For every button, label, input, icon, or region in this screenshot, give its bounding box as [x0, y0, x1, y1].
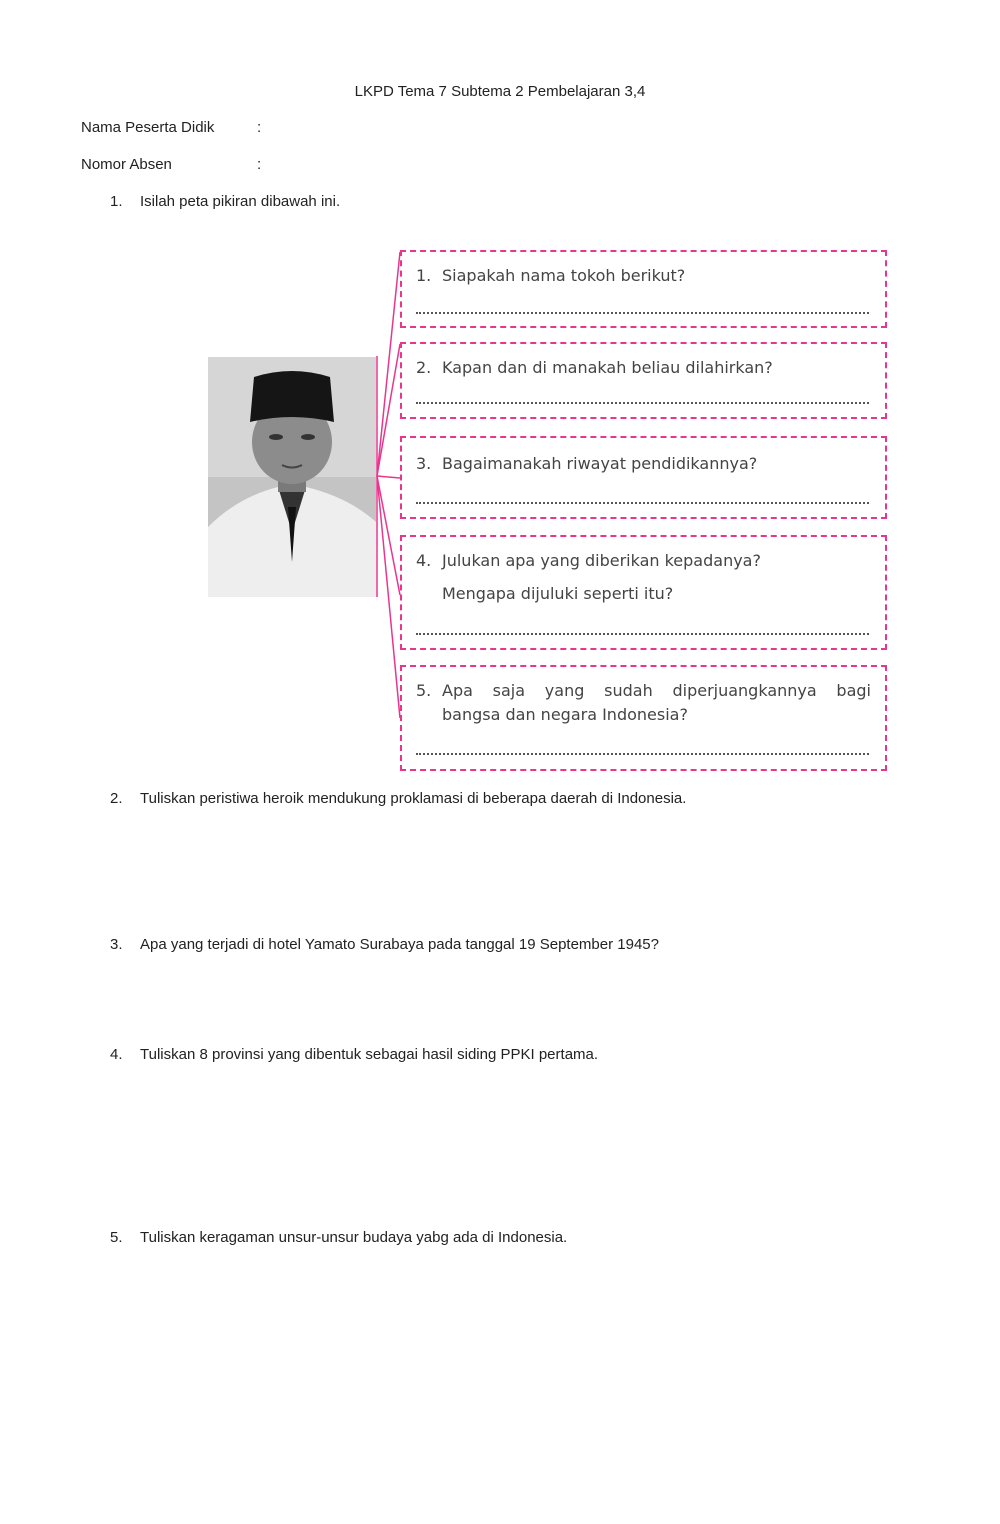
question-4-text: Tuliskan 8 provinsi yang dibentuk sebagai hasil siding PPKI pertama.	[140, 1046, 599, 1063]
portrait-photo	[208, 357, 376, 597]
box-4-answer-line[interactable]	[416, 633, 869, 635]
question-1-text: Isilah peta pikiran dibawah ini.	[140, 193, 341, 210]
question-2-number: 2.	[110, 790, 123, 807]
box-5-question-line-1: Apa saja yang sudah diperjuangkannya bagi	[442, 681, 871, 700]
box-4-question-line-1: Julukan apa yang diberikan kepadanya?	[442, 551, 761, 570]
mind-map-box-4	[400, 535, 887, 650]
question-2-text: Tuliskan peristiwa heroik mendukung proklamasi di beberapa daerah di Indonesia.	[140, 790, 687, 807]
worksheet-title: LKPD Tema 7 Subtema 2 Pembelajaran 3,4	[354, 83, 646, 100]
question-1-number: 1.	[110, 193, 123, 210]
name-label: Nama Peserta Didik	[81, 119, 215, 136]
box-4-question-line-2: Mengapa dijuluki seperti itu?	[442, 584, 674, 603]
mind-map-box-5	[400, 665, 887, 771]
mind-map-box-1	[400, 250, 887, 328]
box-4-number: 4.	[416, 551, 432, 570]
box-5-answer-line[interactable]	[416, 753, 869, 755]
box-3-question: Bagaimanakah riwayat pendidikannya?	[442, 454, 758, 473]
connector-line-3	[377, 476, 400, 478]
question-4-number: 4.	[110, 1046, 123, 1063]
box-3-answer-line[interactable]	[416, 502, 869, 504]
connector-line-4	[377, 476, 400, 595]
question-5-number: 5.	[110, 1229, 123, 1246]
box-5-question-line-2: bangsa dan negara Indonesia?	[442, 705, 688, 724]
connector-line-5	[377, 476, 400, 718]
box-2-answer-line[interactable]	[416, 402, 869, 404]
box-1-question: Siapakah nama tokoh berikut?	[442, 266, 686, 285]
box-2-question: Kapan dan di manakah beliau dilahirkan?	[442, 358, 773, 377]
box-2-number: 2.	[416, 358, 432, 377]
absen-label: Nomor Absen	[81, 156, 172, 173]
question-3-text: Apa yang terjadi di hotel Yamato Surabaya pada tanggal 19 September 1945?	[140, 936, 659, 953]
absen-colon: :	[257, 156, 262, 173]
box-5-number: 5.	[416, 681, 432, 700]
question-5-text: Tuliskan keragaman unsur-unsur budaya yabg ada di Indonesia.	[140, 1229, 568, 1246]
box-3-number: 3.	[416, 454, 432, 473]
box-1-answer-line[interactable]	[416, 312, 869, 314]
mind-map-box-2	[400, 342, 887, 419]
box-1-number: 1.	[416, 266, 432, 285]
question-3-number: 3.	[110, 936, 123, 953]
name-colon: :	[257, 119, 262, 136]
mind-map-box-3	[400, 436, 887, 519]
